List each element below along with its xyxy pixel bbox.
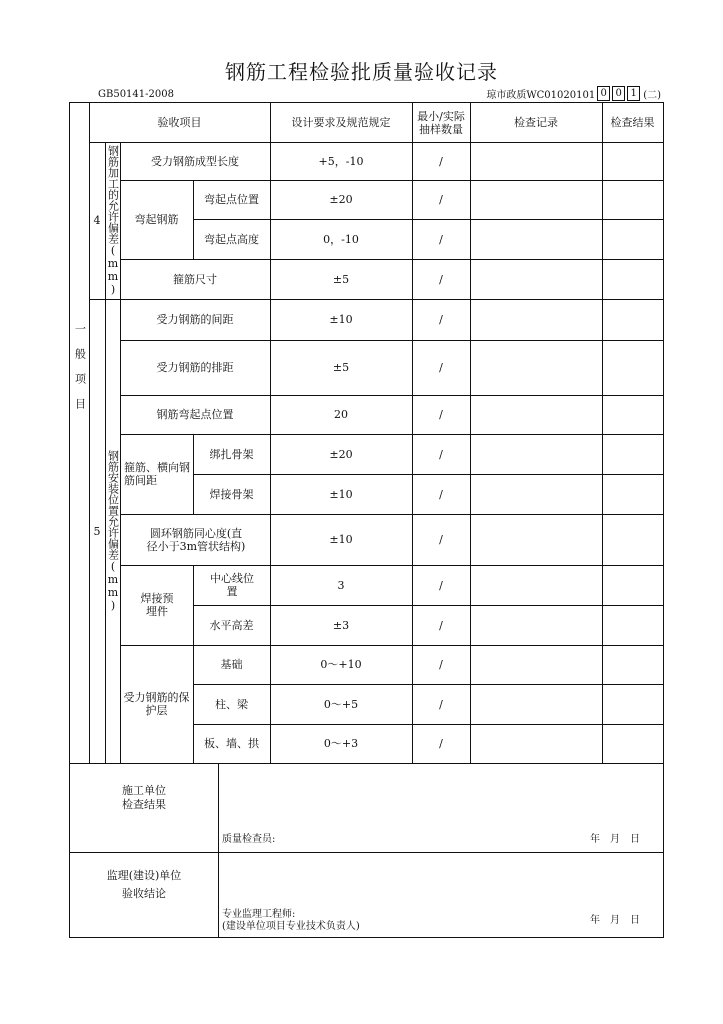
- g4-bent-bar-label: 弯起钢筋: [134, 213, 179, 226]
- g4-row2-sample: /: [439, 193, 443, 206]
- g4-row3-value: 0，-10: [323, 232, 359, 246]
- g5-row10-item: 柱、梁: [215, 697, 248, 711]
- g5-row6-item: 圆环钢筋同心度(直径小于3m管状结构): [146, 526, 246, 553]
- form-code-box-3[interactable]: 1: [627, 86, 640, 101]
- form-code-box-1[interactable]: 0: [597, 86, 610, 101]
- g4-row4-value: ±5: [332, 272, 350, 286]
- g5-row6-sample: /: [439, 533, 443, 546]
- g5-row4-item: 绑扎骨架: [209, 447, 254, 461]
- inspection-table: [69, 102, 664, 938]
- g5-row2-sample: /: [439, 361, 443, 374]
- construction-unit-label: 施工单位 检查结果: [122, 783, 166, 811]
- group5-number: 5: [93, 524, 101, 538]
- g5-row2-item: 受力钢筋的排距: [156, 361, 234, 374]
- category-label: 一般项目: [73, 323, 87, 423]
- g5-row7-item: 中心线位置: [210, 572, 254, 598]
- supervising-engineer-note: (建设单位项目专业技术负责人): [222, 921, 360, 932]
- g4-row4-sample: /: [439, 272, 443, 286]
- group4-label: 钢筋加工的允许偏差(mm): [106, 145, 120, 296]
- g5-row10-sample: /: [439, 697, 443, 711]
- g4-row4-item: 箍筋尺寸: [173, 272, 217, 286]
- g5-stirrup-label: 箍筋、横向钢筋间距: [124, 461, 190, 487]
- g5-row7-sample: /: [439, 578, 443, 592]
- g5-row8-item: 水平高差: [209, 618, 254, 632]
- g5-row11-item: 板、墙、拱: [204, 737, 259, 750]
- g5-row8-sample: /: [439, 618, 443, 632]
- header-result: 检查结果: [610, 116, 655, 129]
- form-code: [486, 86, 661, 101]
- group5-label: 钢筋安装位置允许偏差(mm): [106, 450, 120, 612]
- g5-row10-value: 0～+5: [323, 697, 359, 711]
- header-design: 设计要求及规范规定: [291, 116, 391, 129]
- construction-date: 年 月 日: [590, 834, 640, 845]
- g5-row5-value: ±10: [329, 487, 353, 501]
- form-code-box-2[interactable]: 0: [612, 86, 625, 101]
- g5-row8-value: ±3: [332, 618, 350, 632]
- g5-row3-sample: /: [439, 408, 443, 421]
- g5-row1-sample: /: [439, 313, 443, 326]
- g5-row1-item: 受力钢筋的间距: [156, 313, 234, 326]
- supervision-conclusion-field[interactable]: [219, 853, 663, 905]
- g5-row4-sample: /: [439, 447, 443, 461]
- standard-code: GB50141-2008: [98, 89, 174, 100]
- g5-row9-sample: /: [439, 658, 443, 671]
- g5-row7-value: 3: [337, 578, 345, 592]
- check-record-column[interactable]: [471, 143, 602, 763]
- quality-inspector-label: 质量检查员:: [222, 834, 276, 845]
- g5-row5-item: 焊接骨架: [209, 487, 254, 501]
- supervision-unit-label: 监理(建设)单位 验收结论: [106, 868, 182, 900]
- supervising-engineer-label: 专业监理工程师:: [222, 909, 296, 920]
- form-code-suffix: (二): [643, 90, 661, 101]
- header-item: 验收项目: [157, 116, 202, 129]
- g4-row1-value: +5，-10: [318, 154, 364, 168]
- g4-row3-sample: /: [439, 232, 443, 246]
- header-record: 检查记录: [514, 116, 558, 129]
- check-result-column[interactable]: [603, 143, 663, 763]
- g4-row3-item: 弯起点高度: [204, 232, 259, 246]
- g5-row2-value: ±5: [332, 361, 350, 374]
- g5-row6-value: ±10: [329, 533, 353, 546]
- g5-row11-value: 0～+3: [323, 737, 359, 750]
- g5-row9-value: 0～+10: [320, 658, 362, 671]
- g4-row1-item: 受力钢筋成型长度: [151, 154, 239, 168]
- form-code-prefix: 琼市政质WC01020101: [486, 90, 596, 101]
- g4-row2-item: 弯起点位置: [204, 193, 259, 206]
- g4-row2-value: ±20: [329, 193, 353, 206]
- construction-result-field[interactable]: [219, 764, 663, 824]
- g5-row3-item: 钢筋弯起点位置: [156, 408, 234, 421]
- g5-row9-item: 基础: [220, 658, 243, 671]
- g5-row11-sample: /: [439, 737, 443, 750]
- g4-row1-sample: /: [439, 154, 443, 168]
- g5-row3-value: 20: [334, 408, 348, 421]
- page-title: 钢筋工程检验批质量验收记录: [225, 60, 498, 84]
- supervision-date: 年 月 日: [590, 915, 640, 926]
- g5-row5-sample: /: [439, 487, 443, 501]
- g5-row1-value: ±10: [329, 313, 353, 326]
- g5-cover-label: 受力钢筋的保护层: [123, 691, 190, 717]
- header-sample: 最小/实际抽样数量: [417, 109, 465, 136]
- g5-row4-value: ±20: [329, 447, 353, 461]
- g5-embed-label: 焊接预埋件: [140, 592, 174, 618]
- group4-number: 4: [93, 214, 101, 227]
